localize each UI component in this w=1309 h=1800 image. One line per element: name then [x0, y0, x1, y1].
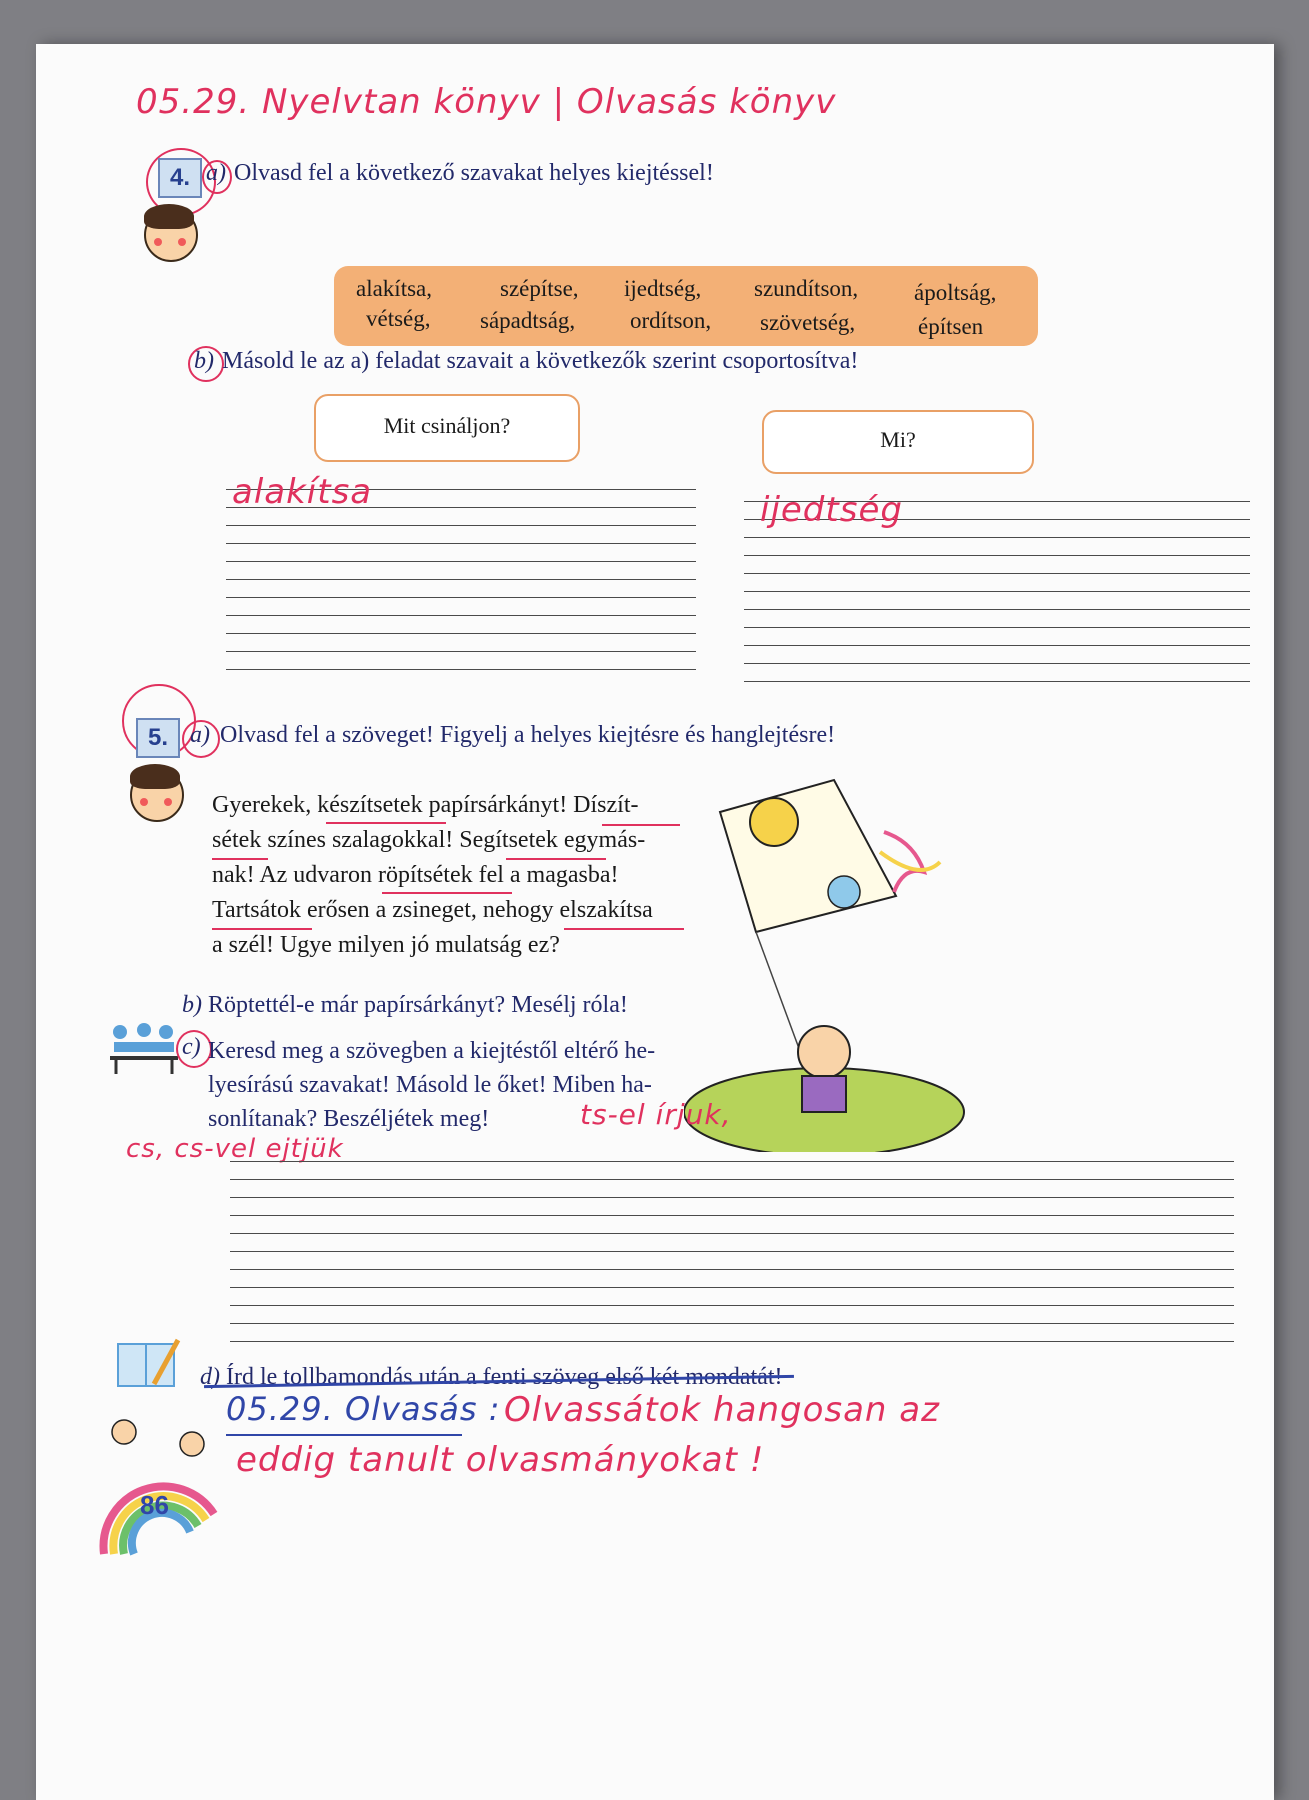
- footer-label-underline: [226, 1434, 462, 1436]
- task4-a-instruction: Olvasd fel a következő szavakat helyes kiejtéssel!: [234, 160, 714, 186]
- word: szépítse,: [500, 276, 579, 301]
- task5-a-instruction: Olvasd fel a szöveget! Figyelj a helyes kiejtésre és hanglejtésre!: [220, 722, 836, 748]
- answer-lines-c[interactable]: [230, 1144, 1234, 1342]
- task5-d-label: d): [200, 1364, 220, 1390]
- handwritten-header: 05.29. Nyelvtan könyv | Olvasás könyv: [136, 82, 837, 122]
- task5-b-instruction: Röptettél-e már papírsárkányt? Mesélj róla!: [208, 992, 628, 1018]
- word: sápadtság,: [480, 308, 576, 333]
- task5-a-label: a): [190, 722, 210, 748]
- reading-line: a szél! Ugye milyen jó mulatság ez?: [212, 932, 560, 958]
- task5-b-label: b): [182, 992, 202, 1018]
- underline-mark: [212, 928, 312, 930]
- handwritten-answer-c-line2: cs, cs-vel ejtjük: [126, 1134, 344, 1164]
- task5-c-label: c): [182, 1034, 201, 1060]
- kite-illustration: [684, 772, 1024, 1152]
- column-heading-verbs: Mit csináljon?: [314, 394, 580, 462]
- word: szövetség,: [760, 310, 856, 335]
- group-work-icon: [106, 1022, 182, 1074]
- handwritten-footer-label: 05.29. Olvasás :: [226, 1390, 501, 1428]
- task5-d-instruction: Írd le tollbamondás után a fenti szöveg első két mondatát!: [226, 1364, 783, 1390]
- underline-mark: [382, 892, 512, 894]
- reading-line: Gyerekek, készítsetek papírsárkányt! Díszít-: [212, 792, 639, 818]
- child-face-icon: [130, 768, 184, 822]
- handwritten-footer-text: Olvassátok hangosan az: [504, 1390, 940, 1430]
- handwritten-answer-right: ijedtség: [760, 490, 903, 530]
- reading-text: [212, 788, 682, 963]
- word-list-box: [334, 266, 1038, 346]
- reading-line: nak! Az udvaron röpítsétek fel a magasba!: [212, 862, 619, 888]
- reading-line: Tartsátok erősen a zsineget, nehogy elszakítsa: [212, 897, 653, 923]
- underline-mark: [564, 928, 684, 930]
- handwritten-answer-left: alakítsa: [232, 472, 373, 512]
- task4-a-label: a): [206, 160, 226, 186]
- reading-line: sétek színes szalagokkal! Segítsetek egymás-: [212, 827, 646, 853]
- word: vétség,: [366, 306, 431, 331]
- book-pencil-icon: [114, 1334, 184, 1390]
- handwritten-answer-c: ts-el írjuk,: [580, 1098, 732, 1131]
- underline-mark: [506, 858, 606, 860]
- task4-number: 4.: [158, 158, 202, 198]
- task4-b-label: b): [194, 348, 214, 374]
- underline-mark: [326, 822, 446, 824]
- child-face-icon: [144, 208, 198, 262]
- c-line: Keresd meg a szövegben a kiejtéstől eltérő he-: [208, 1038, 656, 1064]
- underline-mark: [602, 824, 680, 826]
- word: alakítsa,: [356, 276, 432, 301]
- underline-mark: [212, 858, 268, 860]
- word: építsen: [918, 314, 984, 339]
- word: ápoltság,: [914, 280, 997, 305]
- task5-number: 5.: [136, 718, 180, 758]
- rainbow-decoration: [94, 1414, 224, 1564]
- page-number: 86: [140, 1490, 169, 1520]
- c-line: lyesírású szavakat! Másold le őket! Miben ha-: [208, 1072, 652, 1098]
- task4-b-instruction: Másold le az a) feladat szavait a következők szerint csoportosítva!: [222, 348, 859, 374]
- word: ijedtség,: [624, 276, 702, 301]
- word: ordítson,: [630, 308, 712, 333]
- workbook-page: [36, 44, 1274, 1800]
- column-heading-nouns: Mi?: [762, 410, 1034, 474]
- c-line: sonlítanak? Beszéljétek meg!: [208, 1106, 490, 1132]
- handwritten-footer-text: eddig tanult olvasmányokat !: [236, 1440, 765, 1480]
- word: szundítson,: [754, 276, 859, 301]
